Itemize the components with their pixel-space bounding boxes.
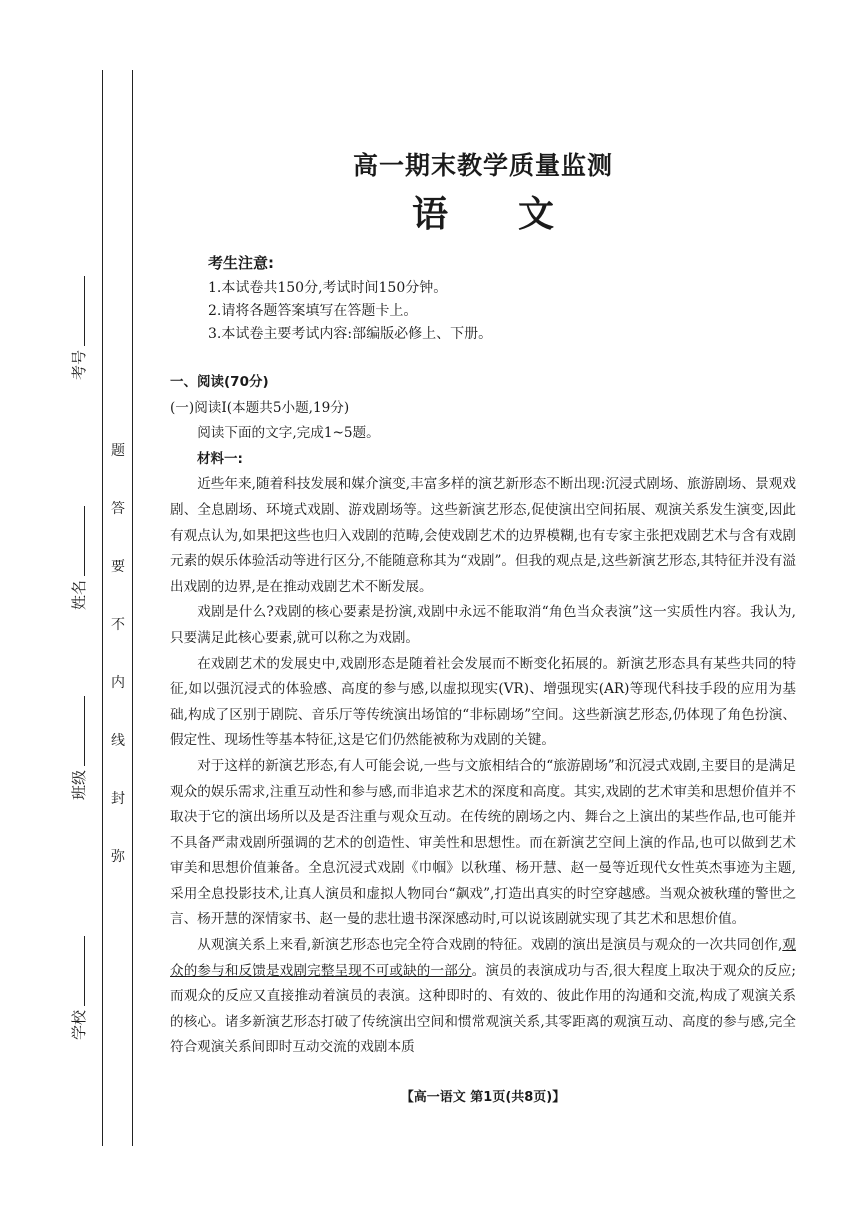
- section-title: 一、阅读(70分): [170, 374, 269, 390]
- seal-char: 题: [111, 443, 125, 459]
- class-label: 班级: [70, 769, 88, 800]
- seal-char: 弥: [111, 849, 125, 865]
- seal-char: 线: [111, 733, 125, 749]
- seal-line: [132, 70, 133, 1146]
- paragraph: 戏剧是什么?戏剧的核心要素是扮演,戏剧中永远不能取消“角色当众表演”这一实质性内容。我认为,只要满足此核心要素,就可以称之为戏剧。: [170, 604, 796, 646]
- underlined-sentence: 观众的参与和反馈是戏剧完整呈现不可或缺的一部分: [170, 937, 797, 979]
- subject-title: 语文: [411, 194, 624, 235]
- subsection-title: (一)阅读Ⅰ(本题共5小题,19分): [170, 399, 350, 416]
- paragraph: 在戏剧艺术的发展史中,戏剧形态是随着社会发展而不断变化拓展的。新演艺形态具有某些共同的特征,如以强沉浸式的体验感、高度的参与感,以虚拟现实(VR)、增强现实(AR)等现代科技手段的应用为基础,构成了区别于剧院、音乐厅等传统演出场馆的“非标剧场”空间。这些新演艺形态,仍体现了角色扮演、假定性、现场性等基本特征,这是它们仍然能被称为戏剧的关键。: [170, 655, 796, 749]
- seal-char: 要: [111, 559, 125, 575]
- exam-no-label: 考号: [70, 349, 88, 380]
- class-blank: [72, 696, 85, 766]
- reading-section: [170, 370, 796, 1061]
- notice-item: 2.请将各题答案填写在答题卡上。: [208, 303, 418, 319]
- school-label: 学校: [70, 1009, 88, 1040]
- seal-char: 答: [111, 501, 125, 517]
- seal-char: 内: [111, 675, 125, 691]
- page-footer: 【高一语文 第1页(共8页)】: [400, 1090, 566, 1105]
- candidate-notice: [208, 252, 492, 346]
- material-label: 材料一:: [197, 450, 243, 467]
- instruction: 阅读下面的文字,完成1~5题。: [197, 425, 380, 442]
- paragraph: [170, 933, 796, 1061]
- name-blank: [72, 506, 85, 576]
- seal-char: 封: [111, 791, 125, 807]
- exam-title: 高一期末教学质量监测: [352, 151, 613, 180]
- notice-item: 1.本试卷共150分,考试时间150分钟。: [208, 280, 448, 296]
- paragraph-text: 。演员的表演成功与否,很大程度上取决于观众的反应;而观众的反应又直接推动着演员的表演。这种即时的、有效的、彼此作用的沟通和交流,构成了观演关系的核心。诸多新演艺形态打破了传统演出空间和惯常观演关系,其零距离的观演互动、高度的参与感,完全符合观演关系间即时互动交流的戏剧本质: [170, 962, 797, 1056]
- binding-margin: [0, 0, 140, 1216]
- school-blank: [72, 936, 85, 1006]
- class-field: [68, 696, 89, 800]
- name-label: 姓名: [70, 579, 88, 610]
- notice-item: 3.本试卷主要考试内容:部编版必修上、下册。: [208, 326, 493, 342]
- notice-title: 考生注意:: [208, 254, 274, 272]
- exam-no-field: [68, 276, 89, 380]
- seal-char: 不: [111, 617, 125, 633]
- paragraph: 近些年来,随着科技发展和媒介演变,丰富多样的演艺新形态不断出现:沉浸式剧场、旅游剧场、景观戏剧、全息剧场、环境式戏剧、游戏剧场等。这些新演艺形态,促使演出空间拓展、观演关系发生演变,因此有观点认为,如果把这些也归入戏剧的范畴,会使戏剧艺术的边界模糊,也有专家主张把戏剧艺术与含有戏剧元素的娱乐体验活动等进行区分,不能随意称其为“戏剧”。但我的观点是,这些新演艺形态,其特征并没有溢出戏剧的边界,是在推动戏剧艺术不断发展。: [170, 476, 796, 595]
- cut-line: [102, 70, 103, 1146]
- exam-no-blank: [72, 276, 85, 346]
- paragraph-text: 从观演关系上来看,新演艺形态也完全符合戏剧的特征。戏剧的演出是演员与观众的一次共同创作,: [197, 937, 783, 954]
- name-field: [68, 506, 89, 610]
- paragraph: 对于这样的新演艺形态,有人可能会说,一些与文旅相结合的“旅游剧场”和沉浸式戏剧,主要目的是满足观众的娱乐需求,注重互动性和参与感,而非追求艺术的深度和高度。其实,戏剧的艺术审美和思想价值并不取决于它的演出场所以及是否注重与观众互动。在传统的剧场之内、舞台之上演出的某些作品,也可能并不具备严肃戏剧所强调的艺术的创造性、审美性和思想性。而在新演艺空间上演的作品,也可以做到艺术审美和思想价值兼备。全息沉浸式戏剧《巾帼》以秋瑾、杨开慧、赵一曼等近现代女性英杰事迹为主题,采用全息投影技术,让真人演员和虚拟人物同台“飙戏”,打造出真实的时空穿越感。当观众被秋瑾的警世之言、杨开慧的深情家书、赵一曼的悲壮遗书深深感动时,可以说该剧就实现了其艺术和思想价值。: [170, 757, 796, 928]
- school-field: [68, 936, 89, 1040]
